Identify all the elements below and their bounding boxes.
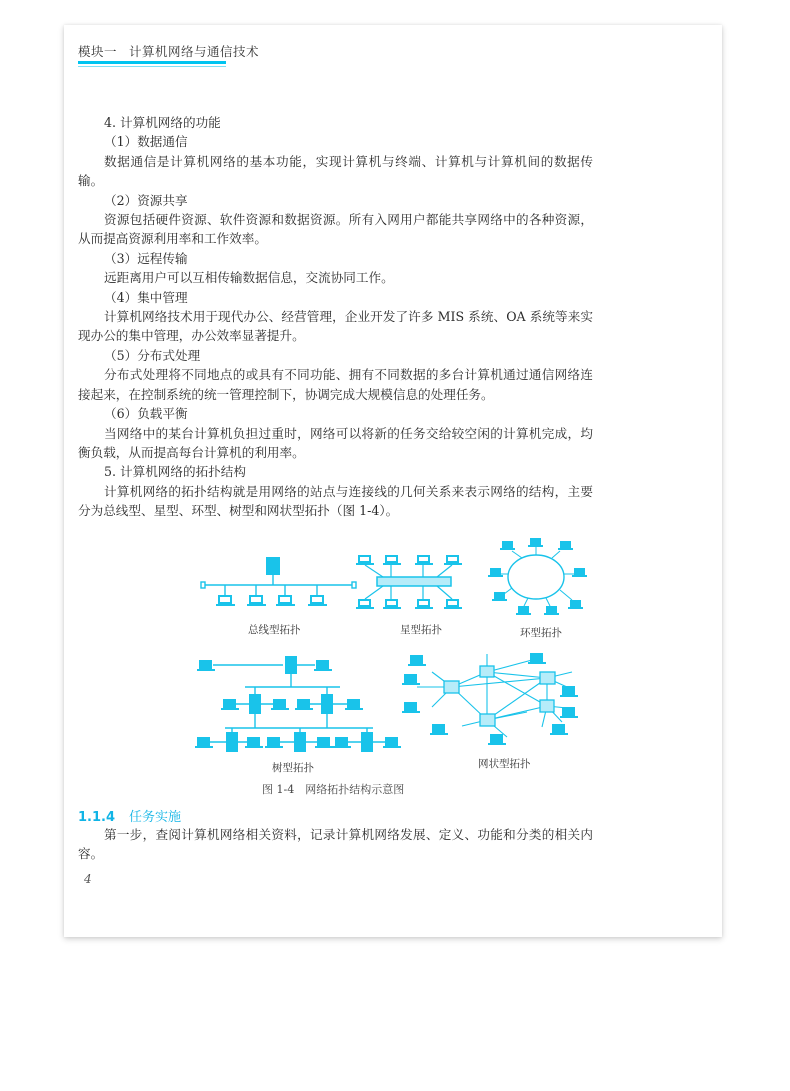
ring-topology-diagram (490, 538, 590, 620)
topology-intro: 计算机网络的拓扑结构就是用网络的站点与连接线的几何关系来表示网络的结构，主要分为总线型、星型、环型、树型和网状型拓扑（图 1-4）。 (78, 483, 593, 519)
section-heading-1-1-4 (78, 806, 181, 825)
functions-section (78, 113, 593, 521)
header-rule-thin (78, 66, 226, 67)
module-label: 模块一 (78, 44, 118, 59)
bus-topology-label: 总线型拓扑 (248, 624, 301, 636)
section-title-text: 任务实施 (129, 810, 182, 825)
item-heading: （1）数据通信 (104, 134, 188, 150)
page-number: 4 (84, 872, 92, 886)
task-step-text: 第一步，查阅计算机网络相关资料，记录计算机网络发展、定义、功能和分类的相关内容。 (78, 827, 593, 862)
item-heading: （5）分布式处理 (104, 347, 201, 363)
tree-topology-diagram (195, 654, 405, 754)
mesh-topology-label: 网状型拓扑 (478, 758, 531, 770)
item-text: 分布式处理将不同地点的或具有不同功能、拥有不同数据的多台计算机通过通信网络连接起来，在控制系统的统一管理控制下，协调完成大规模信息的处理任务。 (78, 367, 593, 402)
item-text: 远距离用户可以互相传输数据信息，交流协同工作。 (104, 270, 394, 286)
mesh-topology-diagram (402, 652, 582, 752)
section-heading: 4. 计算机网络的功能 (104, 115, 221, 130)
task-section (78, 825, 593, 864)
section-number: 1.1.4 (78, 810, 116, 825)
item-text: 资源包括硬件资源、软件资源和数据资源。所有入网用户都能共享网络中的各种资源，从而提高资源利用率和工作效率。 (78, 212, 593, 247)
figure-caption: 图 1-4 网络拓扑结构示意图 (262, 783, 405, 796)
star-topology-label: 星型拓扑 (400, 624, 442, 636)
bus-topology-diagram (200, 555, 360, 615)
running-head (78, 42, 259, 60)
item-text: 当网络中的某台计算机负担过重时，网络可以将新的任务交给较空闲的计算机完成，均衡负载，从而提高每台计算机的利用率。 (78, 425, 593, 460)
item-text: 计算机网络技术用于现代办公、经营管理，企业开发了许多 MIS 系统、OA 系统等来实现办公的集中管理，办公效率显著提升。 (78, 309, 593, 344)
item-text: 数据通信是计算机网络的基本功能，实现计算机与终端、计算机与计算机间的数据传输。 (78, 153, 593, 189)
item-heading: （4）集中管理 (104, 289, 188, 305)
star-topology-diagram (355, 553, 470, 611)
module-title: 计算机网络与通信技术 (129, 44, 260, 59)
section-heading: 5. 计算机网络的拓扑结构 (104, 464, 246, 480)
item-heading: （3）远程传输 (104, 250, 188, 266)
tree-topology-label: 树型拓扑 (272, 762, 314, 774)
item-heading: （6）负载平衡 (104, 406, 188, 422)
header-rule (78, 61, 226, 64)
item-heading: （2）资源共享 (104, 192, 188, 208)
ring-topology-label: 环型拓扑 (520, 627, 562, 639)
